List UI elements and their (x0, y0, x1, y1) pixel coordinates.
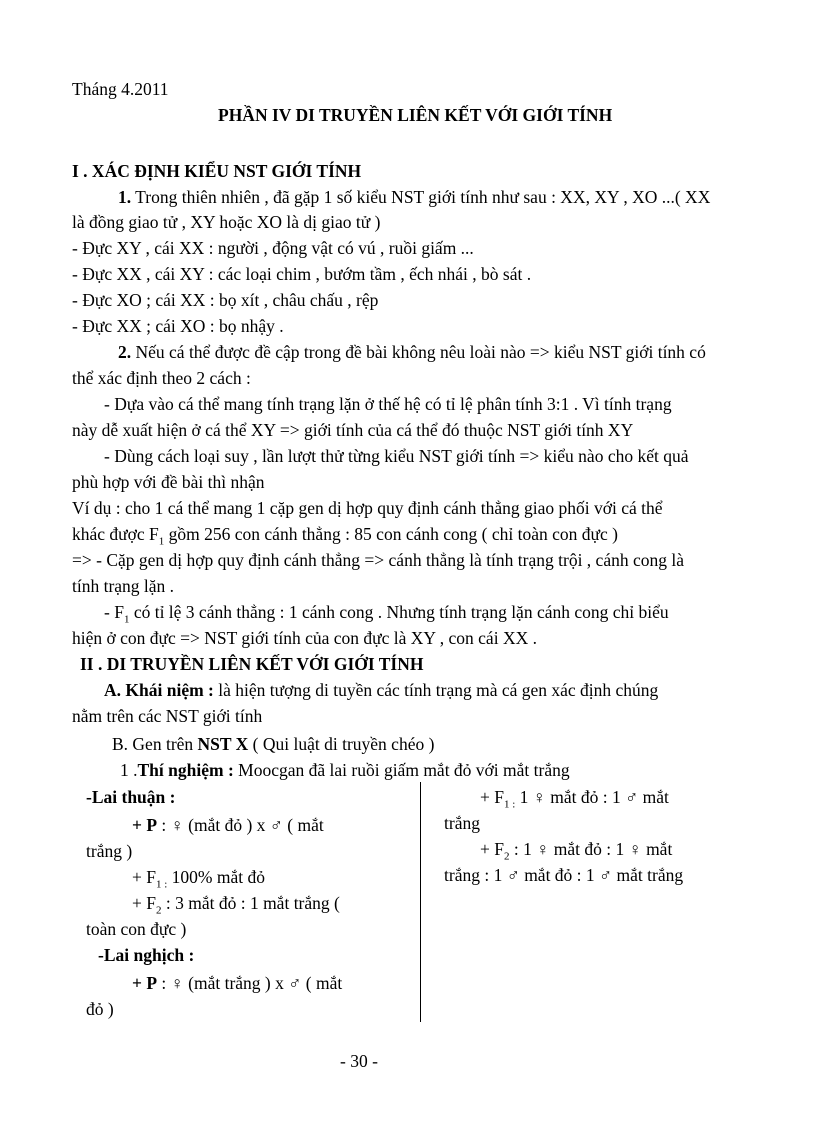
paragraph-2-number: 2. (118, 342, 132, 362)
experiment-line (120, 759, 570, 781)
answer-2-subscript: 1 (123, 613, 130, 626)
cross-1-p-label: + P (132, 815, 158, 835)
paragraph-1-number: 1. (118, 187, 132, 207)
cross-2-p-label: + P (132, 973, 158, 993)
date-header: Tháng 4.2011 (72, 79, 169, 99)
list-item: - Đực XO ; cái XX : bọ xít , châu chấu , rệp (72, 290, 379, 310)
example-subscript: 1 (158, 535, 165, 548)
paragraph-2-line-2: thể xác định theo 2 cách : (72, 368, 251, 388)
cross-1-f2-cont: toàn con đực ) (86, 919, 187, 939)
subsection-b-label: B. Gen trên (112, 734, 198, 754)
cross-1-label: -Lai thuận : (86, 787, 176, 807)
answer-2-line-1 (104, 601, 669, 626)
subsection-b (112, 733, 434, 755)
cross-1-f1 (132, 866, 265, 891)
cross-1-f1-b: 100% mắt đỏ (167, 867, 265, 887)
cross-2-parents (132, 972, 342, 994)
experiment-label: Thí nghiệm : (137, 760, 234, 780)
cross-2-p-text: : ♀ (mắt trắng ) x ♂ ( mắt (157, 973, 343, 993)
concept-text: là hiện tượng di tuyền các tính trạng mà cá gen xác định chúng (213, 680, 659, 700)
cross-2-f2-cont: trắng : 1 ♂ mắt đỏ : 1 ♂ mắt trắng (444, 865, 684, 885)
paragraph-2-text: Nếu cá thể được đề cập trong đề bài không nêu loài nào => kiểu NST giới tính có (131, 342, 706, 362)
paragraph-1-line-2: là đồng giao tử , XY hoặc XO là dị giao tử ) (72, 212, 381, 232)
answer-2-text-a: - F (104, 602, 124, 622)
list-item: - Đực XX , cái XY : các loại chim , bướm tầm , ếch nhái , bò sát . (72, 264, 532, 284)
cross-1-f1-sub: 1 : (155, 878, 168, 891)
cross-2-f2-b: : 1 ♀ mắt đỏ : 1 ♀ mắt (509, 839, 673, 859)
answer-line-1: => - Cặp gen dị hợp quy định cánh thẳng => cánh thẳng là tính trạng trội , cánh cong là (72, 550, 684, 570)
cross-1-f2 (132, 892, 340, 917)
answer-2-text-b: có tỉ lệ 3 cánh thẳng : 1 cánh cong . Nhưng tính trạng lặn cánh cong chỉ biểu (129, 602, 669, 622)
cross-2-f2-a: + F (480, 839, 504, 859)
cross-2-f1-cont: trắng (444, 813, 480, 833)
cross-2-f1 (480, 786, 669, 811)
experiment-text: Moocgan đã lai ruồi giấm mắt đỏ với mắt trắng (233, 760, 570, 780)
list-item: - Đực XY , cái XX : người , động vật có vú , ruồi giấm ... (72, 238, 474, 258)
method-2-line-1: - Dùng cách loại suy , lần lượt thử từng kiểu NST giới tính => kiểu nào cho kết quả (104, 446, 689, 466)
example-line-2 (72, 523, 618, 548)
list-item: - Đực XX ; cái XO : bọ nhậy . (72, 316, 284, 336)
cross-2-f1-a: + F (480, 787, 504, 807)
paragraph-2-line-1 (118, 341, 706, 363)
method-1-line-1: - Dựa vào cá thể mang tính trạng lặn ở thế hệ có tỉ lệ phân tính 3:1 . Vì tính trạng (104, 394, 672, 414)
cross-2-f2 (480, 838, 673, 863)
answer-line-2: tính trạng lặn . (72, 576, 175, 596)
cross-1-p-text: : ♀ (mắt đỏ ) x ♂ ( mắt (157, 815, 324, 835)
cross-2-f1-sub: 1 : (503, 798, 516, 811)
example-text-b: gồm 256 con cánh thẳng : 85 con cánh cong ( chỉ toàn con đực ) (164, 524, 618, 544)
cross-1-parents-cont: trắng ) (86, 841, 133, 861)
experiment-number: 1 . (120, 760, 138, 780)
subsection-b-note: ( Qui luật di truyền chéo ) (248, 734, 435, 754)
section-1-heading: I . XÁC ĐỊNH KIỂU NST GIỚI TÍNH (72, 161, 362, 181)
answer-2-line-2: hiện ở con đực => NST giới tính của con đực là XY , con cái XX . (72, 628, 537, 648)
cross-1-f1-a: + F (132, 867, 156, 887)
cross-1-parents (132, 814, 324, 836)
concept-line-2: nằm trên các NST giới tính (72, 706, 263, 726)
concept-line-1 (104, 679, 658, 701)
page-title: PHẦN IV DI TRUYỀN LIÊN KẾT VỚI GIỚI TÍNH (218, 105, 613, 125)
method-2-line-2: phù hợp với đề bài thì nhận (72, 472, 265, 492)
cross-1-f2-a: + F (132, 893, 156, 913)
page-number: - 30 - (340, 1051, 378, 1071)
column-divider (420, 782, 421, 1022)
cross-2-parents-cont: đỏ ) (86, 999, 114, 1019)
cross-1-f2-sub: 2 (155, 904, 162, 917)
paragraph-1-text: Trong thiên nhiên , đã gặp 1 số kiểu NST giới tính như sau : XX, XY , XO ...( XX (131, 187, 711, 207)
section-2-heading: II . DI TRUYỀN LIÊN KẾT VỚI GIỚI TÍNH (80, 654, 424, 674)
cross-2-f1-b: 1 ♀ mắt đỏ : 1 ♂ mắt (515, 787, 669, 807)
cross-2-label: -Lai nghịch : (98, 945, 195, 965)
concept-label: A. Khái niệm : (104, 680, 214, 700)
example-line-1: Ví dụ : cho 1 cá thể mang 1 cặp gen dị hợp quy định cánh thẳng giao phối với cá thể (72, 498, 663, 518)
subsection-b-nst: NST X (197, 734, 249, 754)
cross-1-f2-b: : 3 mắt đỏ : 1 mắt trắng ( (161, 893, 340, 913)
paragraph-1-line-1 (118, 186, 710, 208)
method-1-line-2: này dễ xuất hiện ở cá thể XY => giới tính của cá thể đó thuộc NST giới tính XY (72, 420, 634, 440)
example-text-a: khác được F (72, 524, 159, 544)
cross-2-f2-sub: 2 (503, 850, 510, 863)
